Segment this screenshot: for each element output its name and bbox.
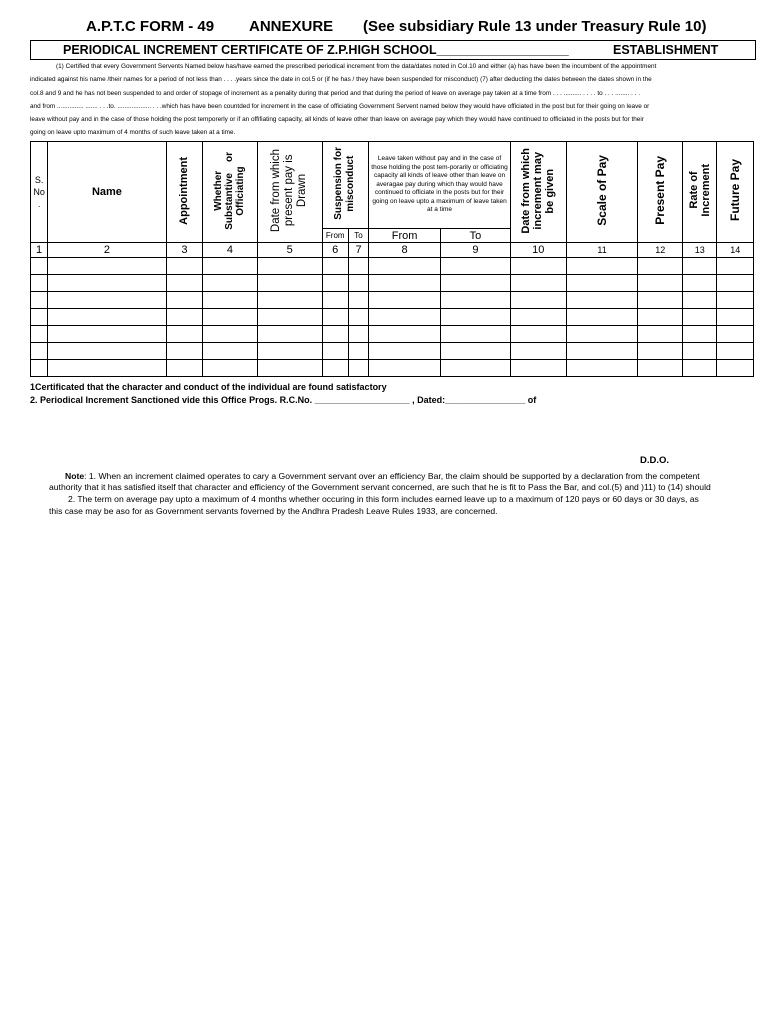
table-row bbox=[31, 360, 754, 377]
table-cell[interactable] bbox=[48, 360, 166, 377]
table-row bbox=[31, 275, 754, 292]
certification-line: indicated against his name /their names for a period of not less than . . . .years since the date in col.5 or (if he has / they have been suspended for misconduct) (7) after deducting the dates between the dates shown in the bbox=[30, 76, 652, 83]
table-cell[interactable] bbox=[717, 292, 754, 309]
table-row bbox=[31, 326, 754, 343]
table-row bbox=[31, 309, 754, 326]
table-cell[interactable] bbox=[203, 275, 258, 292]
table-cell[interactable] bbox=[566, 360, 638, 377]
table-cell[interactable] bbox=[683, 309, 717, 326]
table-cell[interactable] bbox=[31, 275, 48, 292]
table-cell[interactable] bbox=[638, 343, 683, 360]
column-number: 14 bbox=[717, 243, 754, 258]
table-cell[interactable] bbox=[203, 309, 258, 326]
col-header-scale: Scale of Pay bbox=[566, 142, 638, 243]
table-cell[interactable] bbox=[166, 275, 202, 292]
table-cell[interactable] bbox=[683, 258, 717, 275]
annexure-label: ANNEXURE bbox=[249, 18, 334, 35]
table-cell[interactable] bbox=[348, 309, 368, 326]
table-cell[interactable] bbox=[48, 258, 166, 275]
column-number: 1 bbox=[31, 243, 48, 258]
table-cell[interactable] bbox=[348, 258, 368, 275]
table-cell[interactable] bbox=[566, 309, 638, 326]
table-cell[interactable] bbox=[257, 292, 322, 309]
table-cell[interactable] bbox=[166, 360, 202, 377]
table-cell[interactable] bbox=[322, 360, 348, 377]
table-cell[interactable] bbox=[683, 360, 717, 377]
col-header-whether: Whether Substantive or Officiating bbox=[203, 142, 258, 243]
table-cell[interactable] bbox=[369, 292, 441, 309]
table-cell[interactable] bbox=[683, 275, 717, 292]
table-cell[interactable] bbox=[322, 343, 348, 360]
table-cell[interactable] bbox=[203, 360, 258, 377]
note-line: this case may be aso for as Government servants foverned by the Andhra Pradesh Leave Rules 1933, are concerned. bbox=[49, 506, 498, 516]
table-cell[interactable] bbox=[441, 258, 511, 275]
table-cell[interactable] bbox=[203, 343, 258, 360]
table-cell[interactable] bbox=[322, 275, 348, 292]
certificate-title-box bbox=[30, 40, 756, 60]
table-cell[interactable] bbox=[31, 343, 48, 360]
table-cell[interactable] bbox=[257, 326, 322, 343]
table-cell[interactable] bbox=[348, 292, 368, 309]
table-cell[interactable] bbox=[48, 292, 166, 309]
table-cell[interactable] bbox=[322, 258, 348, 275]
table-cell[interactable] bbox=[441, 275, 511, 292]
certification-line: (1) Certified that every Government Servents Named below has/have earned the prescribed periodical increment from the data/dates noted in Col.10 and either (a) has have been the incumbent of the appointment bbox=[56, 63, 657, 70]
table-cell[interactable] bbox=[638, 258, 683, 275]
leave-from: From bbox=[369, 229, 441, 243]
table-cell[interactable] bbox=[717, 326, 754, 343]
table-cell[interactable] bbox=[369, 360, 441, 377]
note-label: Note bbox=[65, 471, 85, 481]
table-cell[interactable] bbox=[510, 326, 566, 343]
table-cell[interactable] bbox=[441, 326, 511, 343]
table-cell[interactable] bbox=[48, 275, 166, 292]
column-number: 11 bbox=[566, 243, 638, 258]
note-line bbox=[65, 471, 700, 482]
table-cell[interactable] bbox=[510, 258, 566, 275]
table-cell[interactable] bbox=[257, 258, 322, 275]
leave-to: To bbox=[441, 229, 511, 243]
col-header-appointment: Appointment bbox=[166, 142, 202, 243]
column-number: 8 bbox=[369, 243, 441, 258]
column-number: 3 bbox=[166, 243, 202, 258]
table-cell[interactable] bbox=[441, 360, 511, 377]
form-number: A.P.T.C FORM - 49 bbox=[86, 18, 215, 35]
table-cell[interactable] bbox=[717, 343, 754, 360]
note-line: 2. The term on average pay upto a maximum of 4 months whether occuring in this form includes earned leave up to a maximum of 120 pays or 60 days or 30 days, as bbox=[68, 494, 699, 504]
certification-line: leave without pay and in the case of those holding the post temporerly or if an offifiating capacity, all kinds of leave other than leave on average pay which they would have continued to officiated in the posts but for their bbox=[30, 116, 644, 123]
table-cell[interactable] bbox=[203, 258, 258, 275]
table-cell[interactable] bbox=[638, 275, 683, 292]
table-cell[interactable] bbox=[348, 360, 368, 377]
column-number: 12 bbox=[638, 243, 683, 258]
table-cell[interactable] bbox=[322, 326, 348, 343]
column-number: 13 bbox=[683, 243, 717, 258]
column-number: 5 bbox=[257, 243, 322, 258]
table-cell[interactable] bbox=[31, 258, 48, 275]
column-number: 4 bbox=[203, 243, 258, 258]
col-header-present-pay: Present Pay bbox=[638, 142, 683, 243]
column-number: 9 bbox=[441, 243, 511, 258]
establishment-label: ESTABLISHMENT bbox=[613, 43, 719, 57]
table-cell[interactable] bbox=[166, 292, 202, 309]
col-header-leave: Leave taken without pay and in the case of those holding the post tem-porarily or officiating capacity all kinds of leave other than leave on averagae pay during which thay would have continued to officiate in the posts but for their going on leave upto a maximum of leave taken at a time bbox=[369, 142, 511, 229]
table-cell[interactable] bbox=[257, 360, 322, 377]
table-cell[interactable] bbox=[31, 326, 48, 343]
table-cell[interactable] bbox=[369, 326, 441, 343]
col-header-date-increment: Date from which increment may be given bbox=[510, 142, 566, 243]
table-cell[interactable] bbox=[348, 343, 368, 360]
table-cell[interactable] bbox=[31, 360, 48, 377]
table-cell[interactable] bbox=[566, 343, 638, 360]
table-cell[interactable] bbox=[369, 258, 441, 275]
table-cell[interactable] bbox=[566, 326, 638, 343]
table-cell[interactable] bbox=[441, 292, 511, 309]
certification-line: and from ............... ....... . . .to. ................... . . .which has have been countded for increment in the case of officiating Government Servent named below they would have officiated in the post but for their going on leave or bbox=[30, 103, 650, 110]
table-cell[interactable] bbox=[166, 343, 202, 360]
table-cell[interactable] bbox=[683, 343, 717, 360]
ddo-signature-label: D.D.O. bbox=[640, 455, 670, 466]
character-certificate-line: 1Certificated that the character and conduct of the individual are found satisfactory bbox=[30, 382, 387, 392]
certification-line: going on leave upto maximum of 4 months of such leave taken at a time. bbox=[30, 129, 236, 136]
table-cell[interactable] bbox=[203, 292, 258, 309]
column-number-row bbox=[31, 243, 754, 258]
table-cell[interactable] bbox=[31, 309, 48, 326]
table-row bbox=[31, 343, 754, 360]
table-cell[interactable] bbox=[166, 309, 202, 326]
column-number: 7 bbox=[348, 243, 368, 258]
table-cell[interactable] bbox=[638, 309, 683, 326]
column-number: 10 bbox=[510, 243, 566, 258]
table-cell[interactable] bbox=[638, 326, 683, 343]
col-header-sno: S. No . bbox=[31, 142, 48, 243]
sanction-line: 2. Periodical Increment Sanctioned vide this Office Progs. R.C.No. ___________________ , Dated:________________ of bbox=[30, 395, 537, 405]
table-cell[interactable] bbox=[717, 360, 754, 377]
table-cell[interactable] bbox=[322, 309, 348, 326]
table-cell[interactable] bbox=[31, 292, 48, 309]
suspension-from: From bbox=[322, 229, 348, 243]
table-cell[interactable] bbox=[166, 258, 202, 275]
certification-line: col.8 and 9 and he has not been suspended to and order of stopage of increment as a penality during that period and that during the period of leave on average pay taken at a time from . . . .......... . . . . to . . . ........ . . . bbox=[30, 90, 640, 97]
table-cell[interactable] bbox=[257, 309, 322, 326]
table-cell[interactable] bbox=[683, 292, 717, 309]
table-cell[interactable] bbox=[369, 309, 441, 326]
table-cell[interactable] bbox=[166, 326, 202, 343]
rule-reference: (See subsidiary Rule 13 under Treasury Rule 10) bbox=[363, 18, 707, 35]
note-text: : 1. When an increment claimed operates to cary a Government servant over an efficiency Bar, the claim should be supported by a declaration from the competent bbox=[84, 471, 700, 481]
table-cell[interactable] bbox=[203, 326, 258, 343]
col-header-name: Name bbox=[48, 142, 166, 243]
increment-table bbox=[30, 141, 754, 377]
table-cell[interactable] bbox=[48, 309, 166, 326]
note-line: authority that it has satisfied itself that character and efficiency of the Government servant concerned, are such that he is fit to Pass the Bar, and col.(5) and )11) to (14) should bbox=[49, 482, 711, 492]
table-cell[interactable] bbox=[510, 292, 566, 309]
table-cell[interactable] bbox=[566, 275, 638, 292]
table-cell[interactable] bbox=[717, 309, 754, 326]
table-cell[interactable] bbox=[638, 292, 683, 309]
table-cell[interactable] bbox=[717, 258, 754, 275]
table-cell[interactable] bbox=[257, 275, 322, 292]
col-header-rate: Rate of Increment bbox=[683, 142, 717, 243]
table-cell[interactable] bbox=[322, 292, 348, 309]
table-cell[interactable] bbox=[566, 292, 638, 309]
table-cell[interactable] bbox=[348, 326, 368, 343]
table-row bbox=[31, 292, 754, 309]
column-number: 2 bbox=[48, 243, 166, 258]
table-cell[interactable] bbox=[369, 343, 441, 360]
certificate-title: PERIODICAL INCREMENT CERTIFICATE OF Z.P.HIGH SCHOOL___________________ bbox=[63, 43, 569, 57]
table-cell[interactable] bbox=[510, 360, 566, 377]
table-cell[interactable] bbox=[441, 309, 511, 326]
table-cell[interactable] bbox=[441, 343, 511, 360]
table-cell[interactable] bbox=[48, 326, 166, 343]
suspension-to: To bbox=[348, 229, 368, 243]
table-cell[interactable] bbox=[683, 326, 717, 343]
table-cell[interactable] bbox=[717, 275, 754, 292]
table-row bbox=[31, 258, 754, 275]
column-number: 6 bbox=[322, 243, 348, 258]
table-cell[interactable] bbox=[257, 343, 322, 360]
table-cell[interactable] bbox=[510, 343, 566, 360]
table-cell[interactable] bbox=[348, 275, 368, 292]
table-cell[interactable] bbox=[369, 275, 441, 292]
table-cell[interactable] bbox=[566, 258, 638, 275]
col-header-suspension: Suspension for misconduct bbox=[322, 142, 369, 229]
table-cell[interactable] bbox=[48, 343, 166, 360]
col-header-future-pay: Future Pay bbox=[717, 142, 754, 243]
col-header-date-drawn: Date from which present pay is Drawn bbox=[257, 142, 322, 243]
table-cell[interactable] bbox=[510, 309, 566, 326]
table-cell[interactable] bbox=[510, 275, 566, 292]
table-cell[interactable] bbox=[638, 360, 683, 377]
